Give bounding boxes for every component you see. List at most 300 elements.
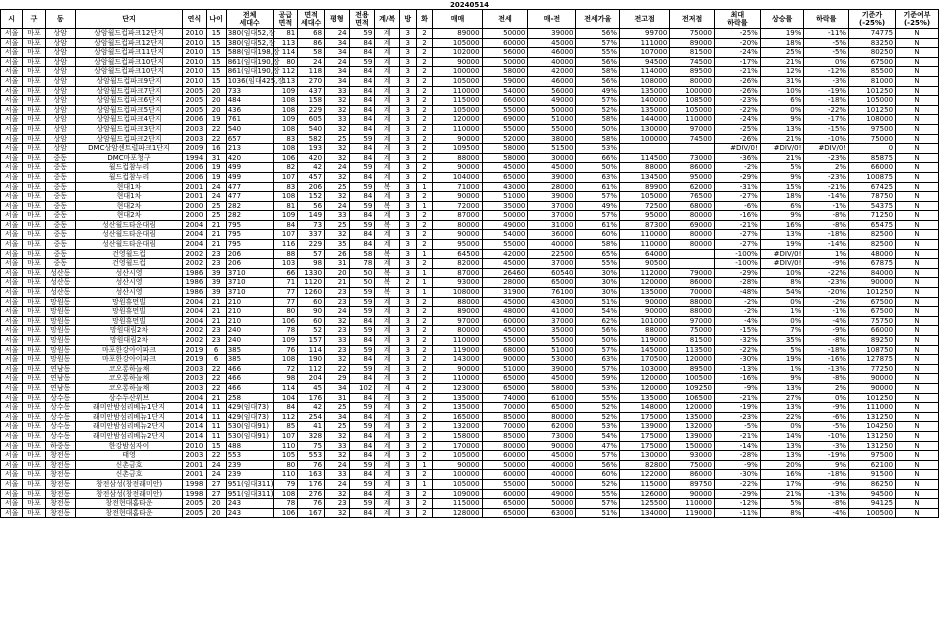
table-cell: 3 [399,240,416,250]
table-cell: 35% [760,336,804,346]
table-cell: 951(임대311) [227,479,274,488]
table-cell: 1 [416,479,433,489]
table-cell: 34 [325,76,350,86]
table-cell: 2001 [183,182,206,192]
table-cell: 56 [298,201,325,211]
table-cell: 90000 [849,374,896,384]
table-cell: 2 [416,134,433,144]
table-cell: -16% [715,374,761,384]
table-cell: 84 [349,76,375,86]
table-cell: 76500 [670,192,715,202]
table-cell: 마포 [23,144,45,154]
table-cell: 2 [416,86,433,96]
table-cell: 코오롱하늘채 [75,383,182,393]
table-cell: 59 [349,201,375,211]
table-cell: 0% [804,57,849,67]
table-row [1,297,939,307]
table-cell: 상암월드컵파크2단지 [75,134,182,144]
table-cell: 114000 [620,67,670,77]
table-cell: 상암 [45,144,75,154]
table-cell: 2010 [183,48,206,58]
table-row [1,355,939,365]
table-cell: -23% [804,153,849,163]
table-cell: 71 [273,278,298,288]
table-cell: 57% [576,345,620,355]
table-cell: 마포 [23,230,45,240]
table-cell: 105000 [433,38,482,48]
table-cell: 105000 [433,105,482,115]
table-cell: DMC마포청구 [75,153,182,163]
table-cell: 19 [206,163,226,173]
table-cell: 72000 [433,201,482,211]
table-row [1,38,939,48]
table-cell: 성산동 [45,288,75,298]
table-cell: 마포 [23,403,45,413]
table-cell: 2014 [183,431,206,441]
table-cell: 74500 [670,57,715,67]
table-cell: 90000 [670,489,715,499]
table-cell: -9% [715,383,761,393]
table-cell: 계 [375,38,400,48]
table-cell: -36% [715,153,761,163]
table-row [1,57,939,67]
table-cell: 75750 [849,316,896,326]
table-cell: 상암월드컵파크3단지 [75,124,182,134]
table-cell: 중동 [45,192,75,202]
table-cell: 2 [416,115,433,125]
table-cell: 래미안밤섬리베뉴2단지 [75,431,182,441]
table-row [1,383,939,393]
table-cell: 21% [760,134,804,144]
table-cell: 계 [375,479,400,489]
table-cell: -8% [804,374,849,384]
table-row [1,345,939,355]
table-cell: 78 [273,326,298,336]
table-cell: 55000 [482,240,528,250]
table-cell: 상암 [45,134,75,144]
table-cell: 1986 [183,268,206,278]
table-cell: 3 [399,431,416,441]
table-cell: 45 [298,383,325,393]
table-cell: 45000 [528,38,576,48]
table-cell: 계 [375,403,400,413]
table-cell: 57% [576,451,620,461]
table-cell: 84 [349,192,375,202]
table-cell: 42 [298,403,325,413]
table-cell: 서울 [1,29,23,39]
table-cell: 래미안밤섬리베뉴2단지 [75,422,182,432]
table-cell: -6% [715,201,761,211]
table-cell: 3 [399,316,416,326]
table-cell: 130000 [620,451,670,461]
column-header: 전용 면적 [349,10,375,29]
table-cell: 3 [399,259,416,269]
table-row [1,96,939,106]
table-cell: 서울 [1,48,23,58]
table-cell: 0% [804,393,849,403]
column-header: 전세가율 [576,10,620,29]
table-cell: 21 [206,307,226,317]
table-cell: 3 [399,374,416,384]
table-cell: 2 [416,48,433,58]
table-cell: 상암월드컵파크10단지 [75,67,182,77]
table-cell: 204 [298,374,325,384]
table-cell: 72 [273,364,298,374]
table-row [1,134,939,144]
table-cell: 87000 [433,268,482,278]
table-cell: 마포 [23,57,45,67]
table-cell: 51000 [482,192,528,202]
table-cell: 80 [273,460,298,470]
table-cell: 50000 [482,29,528,39]
table-cell: 24 [325,307,350,317]
table-cell: 97000 [670,316,715,326]
table-cell: 55% [576,489,620,499]
table-cell: 39000 [528,192,576,202]
table-cell: 60% [576,470,620,480]
table-cell: 40000 [528,57,576,67]
table-cell: -18% [804,470,849,480]
table-cell: 24 [206,470,226,480]
table-cell: -27% [715,240,761,250]
table-cell: 3710 [226,278,273,288]
table-cell: -16% [715,211,761,221]
table-cell: 3 [399,220,416,230]
table-cell: N [896,403,939,413]
table-cell: 망원동 [45,345,75,355]
table-cell: 2 [416,374,433,384]
table-cell: 1998 [183,489,206,499]
table-cell: 56% [576,29,620,39]
table-cell: 마포 [23,86,45,96]
table-cell: 90000 [528,441,576,451]
table-cell: 중동 [45,201,75,211]
table-cell: 70000 [482,403,528,413]
table-cell: 상암 [45,67,75,77]
table-cell: -4% [804,508,849,518]
table-cell: 89500 [670,364,715,374]
table-cell: 84 [349,230,375,240]
table-cell: 62100 [849,460,896,470]
table-cell: 마포 [23,364,45,374]
table-cell: 2003 [183,374,206,384]
table-cell: 서울 [1,76,23,86]
table-cell: 21 [325,278,350,288]
table-cell: 상암월드컵파크9단지 [75,76,182,86]
table-cell: 마포 [23,249,45,259]
table-row [1,326,939,336]
table-cell: 193 [298,144,325,154]
table-cell: 59 [349,479,375,489]
table-cell: 24 [325,163,350,173]
column-header: 전저점 [670,10,715,29]
table-cell: 90000 [433,192,482,202]
table-cell: -9% [804,326,849,336]
table-cell: 22 [206,374,226,384]
table-cell: N [896,220,939,230]
table-cell: 56% [576,326,620,336]
table-cell: 계 [375,67,400,77]
table-cell: 2001 [183,470,206,480]
table-cell: 2 [416,441,433,451]
table-cell: 계 [375,326,400,336]
table-cell: 25 [325,220,350,230]
table-cell: 210 [226,316,273,326]
table-cell: 2002 [183,249,206,259]
table-cell: 2004 [183,307,206,317]
table-cell: 108 [273,489,298,499]
table-cell: 마포 [23,278,45,288]
table-cell: 3 [399,163,416,173]
table-cell: 2004 [183,316,206,326]
table-cell: 163 [298,470,325,480]
table-cell: 81000 [849,76,896,86]
table-cell: N [896,441,939,451]
table-cell: 90000 [620,307,670,317]
table-cell: 206 [298,182,325,192]
table-cell: 계 [375,134,400,144]
table-cell: 115000 [433,499,482,509]
table-cell: 104250 [849,422,896,432]
table-cell: 499 [226,172,273,182]
table-cell: 75000 [849,134,896,144]
table-cell: 135000 [620,105,670,115]
table-cell: 114 [273,383,298,393]
table-cell: -26% [715,134,761,144]
table-cell: 서울 [1,105,23,115]
table-cell: -20% [804,288,849,298]
table-cell: 131250 [849,441,896,451]
table-cell: N [896,374,939,384]
table-cell: 계 [375,460,400,470]
table-cell: 중동 [45,153,75,163]
table-cell: 2 [416,316,433,326]
table-cell: 24 [325,479,350,489]
column-header: 평형 [325,10,350,29]
table-cell: 2 [416,144,433,154]
table-cell: 84 [349,355,375,365]
table-cell: 2 [416,96,433,106]
table-cell: 1 [416,268,433,278]
table-cell: -48% [715,288,761,298]
table-cell: 59 [349,460,375,470]
table-cell: -14% [804,192,849,202]
table-cell: 2006 [183,163,206,173]
table-cell: 망원동 [45,297,75,307]
column-header: 전세 [482,10,528,29]
table-cell: 상암 [45,86,75,96]
table-cell: 112 [273,412,298,422]
column-header: 최대 하락률 [715,10,761,29]
table-cell: 73 [298,220,325,230]
table-cell: -27% [715,230,761,240]
table-cell: 108 [273,144,298,154]
table-cell: 25 [206,211,226,221]
table-cell: -16% [804,355,849,365]
table-cell: 1 [416,278,433,288]
table-cell: 134500 [620,172,670,182]
table-cell: 80000 [670,211,715,221]
table-cell: 119000 [433,345,482,355]
table-cell: 23 [325,297,350,307]
table-cell: 49000 [528,489,576,499]
table-cell: 65000 [482,499,528,509]
table-cell: 59 [349,403,375,413]
table-cell: 3 [399,134,416,144]
table-cell: 마포 [23,96,45,106]
table-cell: 89250 [849,336,896,346]
table-cell: 1998 [183,479,206,489]
table-cell: 3 [399,499,416,509]
table-cell: 113 [273,76,298,86]
table-cell: -28% [715,451,761,461]
column-header: 나이 [206,10,226,29]
table-cell: 57% [576,499,620,509]
table-cell: 657 [226,134,273,144]
table-cell: 120000 [670,403,715,413]
table-cell: 마포 [23,29,45,39]
table-cell: 85875 [849,153,896,163]
table-cell: 582 [298,134,325,144]
table-cell: 101250 [849,86,896,96]
table-cell: 21% [760,57,804,67]
table-cell: 20 [206,499,226,509]
table-cell: 58000 [482,144,528,154]
table-cell: 계 [375,316,400,326]
table-cell: 27 [206,479,226,489]
table-cell: 66% [576,153,620,163]
table-cell: 213 [226,144,273,154]
table-cell: 109 [273,211,298,221]
table-cell: 3710 [226,268,273,278]
table-cell: 90000 [433,163,482,173]
table-cell: 마포 [23,134,45,144]
table-cell: -11% [804,29,849,39]
table-cell: 13% [760,230,804,240]
table-cell: N [896,499,939,509]
table-cell: 45000 [482,259,528,269]
table-cell: -14% [715,441,761,451]
table-cell: 서울 [1,316,23,326]
table-cell: 75000 [670,460,715,470]
table-cell: 3 [399,211,416,221]
table-cell: 100000 [433,470,482,480]
table-cell: 마포 [23,259,45,269]
table-cell: 66 [273,268,298,278]
table-cell: 22500 [528,249,576,259]
table-cell: 80000 [482,441,528,451]
table-cell: 90000 [849,278,896,288]
table-cell: -9% [715,460,761,470]
table-cell: 380(임대52,장 [227,38,276,47]
table-cell: 계 [375,124,400,134]
table-cell: 8% [760,278,804,288]
table-cell: 84 [349,412,375,422]
table-cell: 서울 [1,96,23,106]
table-cell: 125500 [620,499,670,509]
table-cell: 25 [206,201,226,211]
table-cell: N [896,383,939,393]
table-cell: 55000 [528,336,576,346]
table-cell: 32 [325,508,350,518]
table-row [1,144,939,154]
table-cell: 한강밤섬자이 [75,441,182,451]
table-cell: 95000 [433,240,482,250]
table-cell: 131250 [849,431,896,441]
table-cell: N [896,345,939,355]
table-cell: 100000 [620,134,670,144]
table-cell: 65475 [849,220,896,230]
table-cell: -22% [715,345,761,355]
table-cell: 계 [375,76,400,86]
table-cell: 복 [375,249,400,259]
table-cell: 42000 [528,67,576,77]
table-cell: 23 [206,249,226,259]
table-cell: 385 [226,355,273,365]
table-cell: 84 [349,240,375,250]
table-cell: 152 [298,192,325,202]
table-cell: 100500 [670,374,715,384]
table-cell: 서울 [1,431,23,441]
table-cell: 90500 [620,259,670,269]
table-cell: 2010 [183,29,206,39]
table-cell: -10% [804,431,849,441]
table-cell: 서울 [1,364,23,374]
table-cell: 3 [399,172,416,182]
table-cell: 10% [760,268,804,278]
table-cell: 2 [416,163,433,173]
table-cell: N [896,105,939,115]
table-cell: 84 [349,451,375,461]
table-cell: 97500 [849,124,896,134]
table-cell: -19% [804,86,849,96]
table-cell: 145000 [620,345,670,355]
table-cell: 마포 [23,345,45,355]
table-cell: 서울 [1,182,23,192]
table-cell: 150000 [670,441,715,451]
table-cell: 120000 [620,374,670,384]
table-cell: 84 [349,115,375,125]
table-cell: 102000 [433,48,482,58]
table-cell: 계 [375,211,400,221]
table-cell: 24 [325,201,350,211]
table-cell: 45000 [482,297,528,307]
table-cell: 59% [576,374,620,384]
table-cell: 78750 [849,192,896,202]
table-cell: 서울 [1,393,23,403]
table-cell: 81 [273,29,298,39]
table-cell: N [896,163,939,173]
table-cell: -5% [804,422,849,432]
table-cell: 2005 [183,499,206,509]
table-cell: 61% [576,220,620,230]
table-cell: 마포 [23,451,45,461]
table-cell: 74775 [849,29,896,39]
column-header: 구 [23,10,45,29]
table-cell: 상암월드컵파크5단지 [75,105,182,115]
table-cell: -29% [715,489,761,499]
table-cell: -23% [804,172,849,182]
table-cell: 31 [325,259,350,269]
table-cell: 74500 [670,134,715,144]
table-cell: 13% [760,124,804,134]
table-cell: 20 [206,96,226,106]
table-cell: 115000 [620,479,670,489]
table-cell: 서울 [1,115,23,125]
table-cell: -22% [804,105,849,115]
table-cell: 1330 [298,268,325,278]
table-cell: 89900 [620,182,670,192]
